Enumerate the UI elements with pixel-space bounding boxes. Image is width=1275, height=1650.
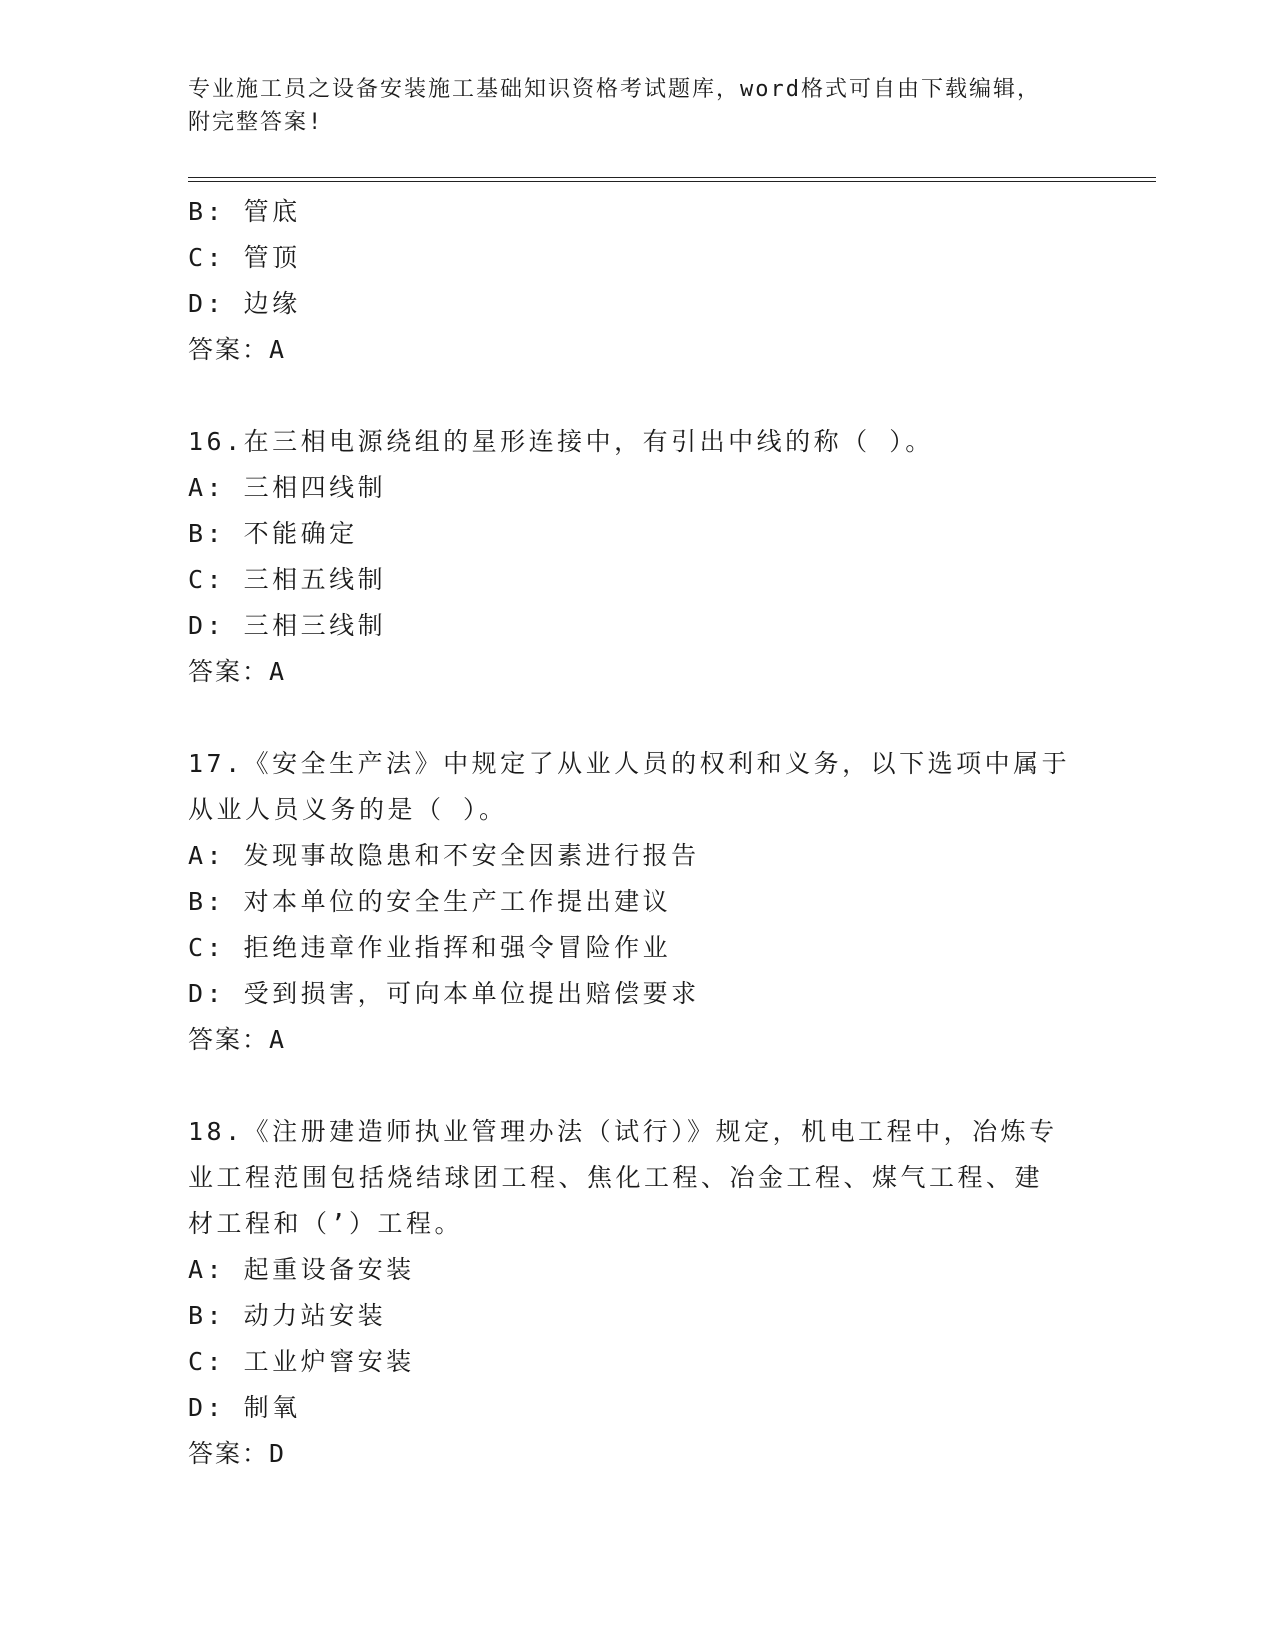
option-c: C: 管顶 [188, 243, 301, 272]
question-list [188, 189, 1088, 1477]
answer-line: 答案：A [188, 1025, 287, 1054]
option-c: C: 拒绝违章作业指挥和强令冒险作业 [188, 933, 672, 962]
question-15-continued [188, 189, 1088, 373]
header-line-1: 专业施工员之设备安装施工基础知识资格考试题库，word格式可自由下载编辑， [188, 77, 1041, 102]
question-16 [188, 419, 1088, 695]
header-line-2: 附完整答案! [188, 110, 324, 135]
option-c: C: 三相五线制 [188, 565, 387, 594]
option-a: A: 三相四线制 [188, 473, 387, 502]
option-b: B: 动力站安装 [188, 1301, 387, 1330]
option-d: D: 受到损害，可向本单位提出赔偿要求 [188, 979, 700, 1008]
question-stem-line-1: 18.《注册建造师执业管理办法（试行）》规定，机电工程中，冶炼专 [188, 1117, 1058, 1146]
answer-line: 答案：A [188, 335, 287, 364]
document-header [188, 73, 1088, 139]
question-stem-line-2: 从业人员义务的是（ ）。 [188, 795, 508, 824]
question-stem-line-2: 业工程范围包括烧结球团工程、焦化工程、冶金工程、煤气工程、建 [188, 1163, 1044, 1192]
option-b: B: 不能确定 [188, 519, 358, 548]
answer-line: 答案：A [188, 657, 287, 686]
question-stem-line-3: 材工程和（’）工程。 [188, 1209, 464, 1238]
question-stem: 16.在三相电源绕组的星形连接中，有引出中线的称（ ）。 [188, 427, 934, 456]
header-divider [188, 177, 1156, 182]
option-d: D: 边缘 [188, 289, 301, 318]
question-17 [188, 741, 1088, 1063]
answer-line: 答案：D [188, 1439, 287, 1468]
question-stem-line-1: 17.《安全生产法》中规定了从业人员的权利和义务，以下选项中属于 [188, 749, 1071, 778]
option-c: C: 工业炉窨安装 [188, 1347, 415, 1376]
option-a: A: 发现事故隐患和不安全因素进行报告 [188, 841, 700, 870]
question-18 [188, 1109, 1088, 1477]
option-b: B: 管底 [188, 197, 301, 226]
option-a: A: 起重设备安装 [188, 1255, 415, 1284]
option-b: B: 对本单位的安全生产工作提出建议 [188, 887, 672, 916]
option-d: D: 三相三线制 [188, 611, 387, 640]
option-d: D: 制氧 [188, 1393, 301, 1422]
